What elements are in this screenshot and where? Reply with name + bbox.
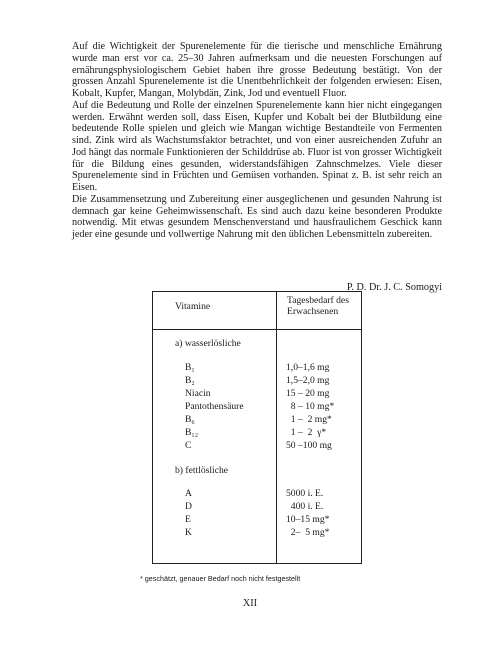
vitamin-name: B₂ [185,375,195,386]
author-signature: P. D. Dr. J. C. Somogyi [346,282,442,293]
paragraph-nutrition: Die Zusammensetzung und Zubereitung einer ausgeglichenen und gesunden Nahrung ist demnach gar keine Geheimwissenschaft. Es sind auch dazu keine besonderen Produkte notwendig. Mit etwas gesundem Menschenverstand und hausfraulichem Geschick kann jeder eine gesunde und vollwertige Nahrung mit den üblichen Lebensmitteln zubereiten. [72,193,442,240]
vitamin-name: B₆ [185,414,195,425]
vitamin-name: E [185,514,191,525]
vitamin-table [152,291,362,564]
paragraph-roles: Auf die Bedeutung und Rolle der einzelnen Spurenelemente kann hier nicht eingegangen werden. Erwähnt werden soll, dass Eisen, Kupfer und Kobalt bei der Blutbildung eine bedeutende Rolle spielen und gleich wie Mangan wichtige Bestandteile von Fermenten sind. Zink wird als Wachstumsfaktor betrachtet, und von einer ausreichenden Zufuhr an Jod hängt das normale Funktionieren der Schilddrüse ab. Fluor ist von grosser Wichtigkeit für die Bildung eines gesunden, widerstandsfähigen Zahnschmelzes. Viele dieser Spurenelemente sind in Früchten und Gemüsen vorhanden. Spinat z. B. ist sehr reich an Eisen. [72,99,442,193]
table-row [153,514,361,526]
daily-requirement: 1 – 2 γ* [286,427,327,438]
vitamin-name: C [185,440,192,451]
table-row [153,388,361,400]
table-row [153,501,361,513]
daily-requirement: 1 – 2 mg* [286,414,332,425]
vitamin-name: Pantothensäure [185,401,244,412]
vitamin-name: K [185,527,192,538]
vitamin-name: A [185,488,192,499]
header-divider [153,329,361,330]
header-tagesbedarf-line2: Erwachsenen [287,306,339,318]
daily-requirement: 1,0–1,6 mg [286,362,330,373]
daily-requirement: 10–15 mg* [286,514,330,525]
table-row [153,414,361,426]
header-tagesbedarf [287,295,349,317]
page-number: XII [242,598,258,609]
daily-requirement: 50 –100 mg [286,440,332,451]
header-tagesbedarf-line1: Tagesbedarf des [287,295,349,306]
daily-requirement: 400 i. E. [286,501,324,512]
vitamin-name: B₁ [185,362,195,373]
table-row [153,527,361,539]
body-text [72,41,442,241]
group-label: b) fettlösliche [175,465,229,476]
table-row [153,362,361,374]
group-label-water-soluble [153,338,361,350]
header-vitamine: Vitamine [175,301,211,312]
table-row [153,375,361,387]
table-row [153,440,361,452]
paragraph-trace-elements: Auf die Wichtigkeit der Spurenelemente für die tierische und menschliche Ernährung wurde man erst vor ca. 25–30 Jahren aufmerksam und die neuesten Forschungen auf ernährungsphysiologischem Gebiet haben ihre grosse Bedeutung bestätigt. Von der grossen Anzahl Spurenelemente ist die Unentbehrlichkeit der folgenden erwiesen: Eisen, Kobalt, Kupfer, Mangan, Molybdän, Zink, Jod und eventuell Fluor. [72,41,442,99]
group-label: a) wasserlösliche [175,338,241,349]
vitamin-name: Niacin [185,388,211,399]
daily-requirement: 2– 5 mg* [286,527,330,538]
group-label-fat-soluble [153,465,361,477]
table-row [153,401,361,413]
daily-requirement: 1,5–2,0 mg [286,375,330,386]
table-row [153,488,361,500]
table-row [153,427,361,439]
vitamin-name: D [185,501,192,512]
daily-requirement: 5000 i. E. [286,488,324,499]
footnote: * geschätzt, genauer Bedarf noch nicht festgestellt [140,574,301,583]
vitamin-name: B₁₂ [185,427,199,438]
daily-requirement: 15 – 20 mg [286,388,330,399]
daily-requirement: 8 – 10 mg* [286,401,335,412]
